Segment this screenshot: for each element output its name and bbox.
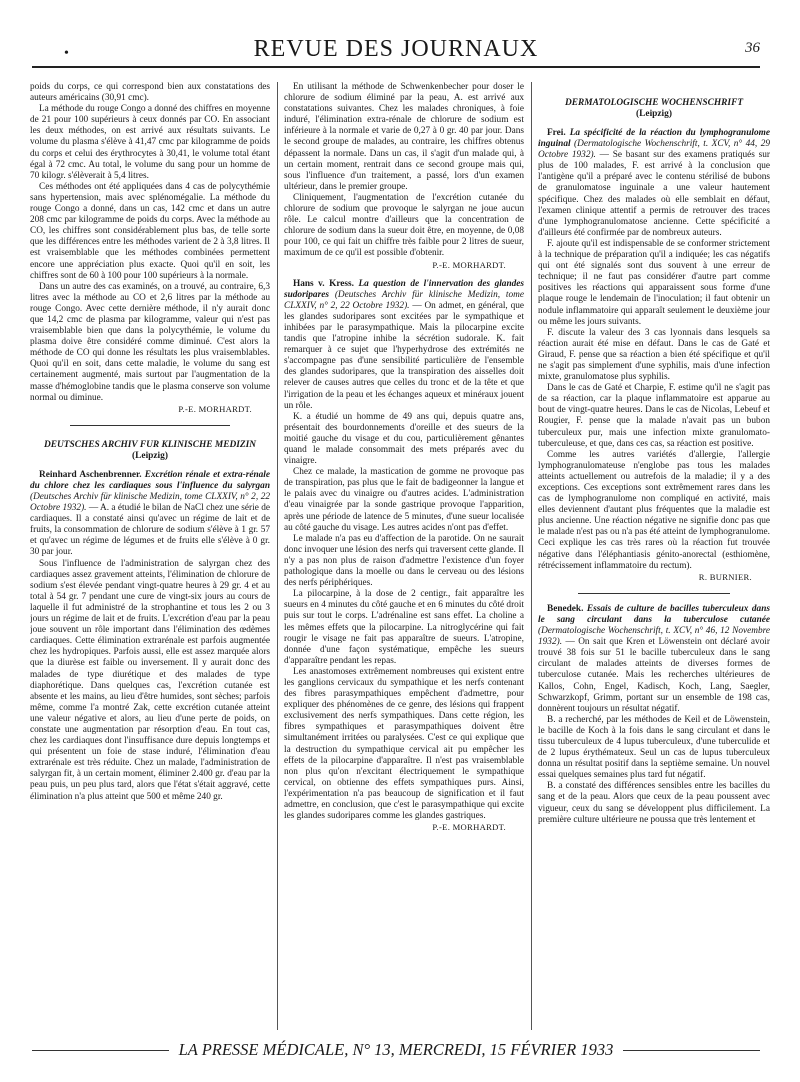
paragraph: Les anastomoses extrêmement nombreuses qui existent entre les ganglions cervicaux du sympathique et les nerfs contenant des fibres parasympathiques empêchent d'admettre, pour expliquer des phénomènes de ce genre, des lésions qui frappent exclusivement des nerfs sympathiques. Dans cette région, les fibres sympathiques et parasympathiques doivent être simultanément irritées ou paralysées. C'est ce qui explique que la destruction du sympathique cervical ait pu empêcher les effets de la pilocarpine d'apparaître. Il n'est pas vraisemblable non plus qu'on n'excitant électriquement le sympathique cervical, on obtienne des effets sympathiques purs. Ainsi, l'expérimentation n'a pas beaucoup de signification et il faut admettre, en conclusion, que c'est le parasympathique qui excite les glandes sudoripares comme les glandes gastriques. xyxy=(284,666,524,822)
article-head xyxy=(538,604,770,715)
paragraph: Ces méthodes ont été appliquées dans 4 cas de polycythémie sans hypertension, mais avec splénomégalie. La méthode du rouge Congo a donné, dans un cas, 142 cmc et dans un autre 208 cmc par kilogramme de poids du corps. Avec la méthode au CO, les chiffres sont considérablement plus bas, de telle sorte que les différences entre les méthodes varient de 2 à 3,8 litres. Il est vraisemblable que les méthodes combinées permettent encore une appréciation plus exacte. Quoi qu'il en soit, les chiffres sont de 60 à 100 pour 100 supérieurs à la normale. xyxy=(30,181,270,281)
article-author: Frei. xyxy=(547,128,566,138)
article-reference: (Dermatologische Wochenschrift, t. XCV, n° 44, 29 Octobre 1932). xyxy=(538,139,770,161)
article-head xyxy=(284,279,524,412)
paragraph: B. a constaté des différences sensibles entre les bacilles du sang et de la peau. Alors que ceux de la peau poussent avec vigueur, ceux du sang se développent plus difficilement. La première culture ultérieure ne poussa que très lentement et xyxy=(538,781,770,825)
paragraph: F. discute la valeur des 3 cas lyonnais dans lesquels sa réaction aurait été mise en défaut. Dans le cas de Gaté et Giraud, F. pense que sa réaction a bien été spécifique et qu'il ne s'agit pas simplement d'une syphilis, mais d'une infection mixte, granulomatose plus syphilis. xyxy=(538,327,770,383)
paragraph: K. a étudié un homme de 49 ans qui, depuis quatre ans, présentait des bourdonnements d'oreille et des sueurs de la moitié gauche du visage et du cou, particulièrement gênantes quand le malade consommait des mets préparés avec du vinaigre. xyxy=(284,411,524,467)
paragraph: F. ajoute qu'il est indispensable de se conformer strictement à la technique de préparation qu'il a indiquée; les cas négatifs qui ont été signalés sont dus souvent à une erreur de technique; il ne faut pas considérer d'autre part comme positives les réactions qui apparaissent sous forme d'une plaque rouge le lendemain de l'inoculation; il faut obtenir un nodule inflammatoire qui apparaît seulement le deuxième jour ou même les jours suivants. xyxy=(538,238,770,327)
separator xyxy=(578,593,730,594)
column-3 xyxy=(538,82,770,1030)
paragraph: B. a recherché, par les méthodes de Keil et de Löwenstein, le bacille de Koch à la fois dans le sang circulant et dans le tissu tuberculeux de 4 lupus tuberculeux, d'une tuberculide et de 2 lupus érythémateux. Seul un cas de lupus tuberculeux donna un résultat positif dans la septième semaine. Un nouvel essai quelques semaines plus tard fut négatif. xyxy=(538,714,770,781)
paragraph: Sous l'influence de l'administration de salyrgan chez des cardiaques assez gravement atteints, l'élimination de chlorure de sodium s'est élevée pendant vingt-quatre heures à 29 gr. 4 et au total à 54 gr. 7 pendant une cure de vingt-six jours au cours de laquelle il fut administré de la strophantine et tous les 2 ou 3 jours un régime de lait et de fruits. L'excrétion d'eau par la peau joue souvent un rôle important dans l'élimination des œdèmes cardiaques. Cette élimination extrarénale est parfois augmentée chez les hydropiques. Parfois aussi, elle est assez marquée alors que la diurèse est faible ou inversement. Il y aurait donc des malades de type diurétique et des malades de type diaphorétique. Dans quelques cas, l'excrétion cutanée est absente et les mains, au lieu d'être humides, sont sèches; parfois même, comme l'a montré Zak, cette excrétion cutanée atteint une valeur négative et alors, au lieu d'une perte de poids, on constate une augmentation par résorption d'eau. En tout cas, chez les cardiaques dont l'insuffisance dure depuis longtemps et qui présentent un foie de stase induré, l'élimination d'eau extrarénale est très réduite. Chez un malade, l'administration de salyrgan fit, à un certain moment, éliminer 2.400 gr. d'eau par la peau puis, un peu plus tard, alors que l'état s'était aggravé, cette élimination n'a plus atteint que 500 et même 240 gr. xyxy=(30,558,270,802)
article-author: Benedek. xyxy=(547,603,584,614)
running-footer xyxy=(32,1040,760,1062)
paragraph: Dans un autre des cas examinés, on a trouvé, au contraire, 6,3 litres avec la méthode au CO et 2,6 litres par la méthode au rouge Congo. Avec cette dernière méthode, il n'y aurait donc que 14,2 cmc de plasma par kilogramme, valeur qui n'est pas vraisemblable bien que dans la polycythémie, le volume du plasma doive être considéré comme diminué. C'est alors la méthode de CO qui donne les résultats les plus vraisemblables. Quoi qu'il en soit, dans cette maladie, le volume du sang est certainement augmenté, mais surtout par l'augmentation de la masse d'hémoglobine tandis que le plasma conserve son volume normal ou diminue. xyxy=(30,281,270,403)
signature: R. BURNIER. xyxy=(698,571,752,582)
running-header xyxy=(32,36,760,64)
paragraph: — Se basant sur des examens pratiqués sur plus de 100 malades, F. est arrivé à la conclusion que l'antigène qu'il a préparé avec le contenu stérilisé de bubons de granulomatose inguinale a une valeur hautement spécifique. Chez des malades où elle semblait en défaut, l'examen clinique attentif a permis de retrouver des traces d'une lymphogranulomatose ancienne. Cette spécificité a d'ailleurs été confirmée par de nombreux auteurs. xyxy=(538,150,770,238)
section-title: DERMATOLOGISCHE WOCHENSCHRIFT xyxy=(564,98,744,108)
section-subtitle: (Leipzig) xyxy=(132,450,168,461)
paragraph: Cliniquement, l'augmentation de l'excrétion cutanée du chlorure de sodium que provoque le salyrgan ne joue aucun rôle. Le calcul montre d'ailleurs que la concentration de chlorure de sodium dans la sueur doit être, en moyenne, de 0,08 pour 100, ce qui fait un chiffre très faible pour 2 litres de sueur, maximum de ce qu'il est possible d'obtenir. xyxy=(284,192,524,259)
paragraph: Dans le cas de Gaté et Charpie, F. estime qu'il ne s'agit pas de sa réaction, car la plaque inflammatoire est apparue au bout de vingt-quatre heures. Dans le cas de Nicolas, Lebeuf et Rougier, F. pense que la malade n'avait pas un bubon tuberculeux pur, mais une infection mixte granulomato-tuberculeuse, et que, dans ces cas, sa réaction est positive. xyxy=(538,383,770,449)
paragraph: poids du corps, ce qui correspond bien aux constatations des auteurs américains (30,91 cmc). xyxy=(30,82,270,104)
article-title: La question de l'innervation des glandes sudoripares xyxy=(284,278,524,300)
section-heading xyxy=(30,440,270,462)
journal-section-title: REVUE DES JOURNAUX xyxy=(253,36,539,62)
header-ornament: • xyxy=(64,46,69,61)
signature: P.-E. MORHARDT. xyxy=(432,259,506,270)
footer-text: LA PRESSE MÉDICALE, N° 13, MERCREDI, 15 FÉVRIER 1933 xyxy=(169,1040,624,1059)
paragraph: La méthode du rouge Congo a donné des chiffres en moyenne de 21 pour 100 supérieurs à ceux donnés par CO. En associant les deux méthodes, on est arrivé aux résultats suivants. Le volume du plasma s'élève à 41,47 cmc par kilogramme de poids du corps et celui des érythrocytes à 30,41, le volume total étant égal à 72 cmc. Au total, le volume du sang pour un homme de 70 kilogr. s'élèverait à 5,4 litres. xyxy=(30,104,270,181)
section-heading xyxy=(538,98,770,120)
article-title: La spécificité de la réaction du lymphogranulome inguinal xyxy=(538,128,770,150)
paragraph: Le malade n'a pas eu d'affection de la parotide. On ne saurait donc invoquer une lésion des nerfs qui traversent cette glande. Il n'y a pas non plus de raison d'admettre l'existence d'un foyer pathologique dans la moelle ou dans le cerveau ou des lésions des nerfs périphériques. xyxy=(284,533,524,589)
article-reference: (Deutsches Archiv für klinische Medizin, tome CLXXIV, n° 2, 22 Octobre 1932). xyxy=(284,289,524,311)
column-2 xyxy=(284,82,524,1030)
separator xyxy=(70,425,230,426)
section-title: DEUTSCHES ARCHIV FUR KLINISCHE MEDIZIN xyxy=(43,439,257,450)
article-reference: (Dermatologische Wochenschrift, t. XCV, n° 46, 12 Novembre 1932). xyxy=(538,626,770,648)
article-head xyxy=(538,128,770,239)
article-author: Hans v. Kress. xyxy=(293,278,354,289)
page-number: 36 xyxy=(745,40,760,56)
paragraph: La pilocarpine, à la dose de 2 centigr., fait apparaître les sueurs en 4 minutes du côté gauche et en 6 minutes du côté droit puis sur tout le corps. L'adrénaline est sans effet. La choline a les mêmes effets que la pilocarpine. La nitroglycérine qui fait rougir le visage ne fait pas apparaître de sueurs. L'atropine, donnée d'une façon systématique, empêche les sueurs d'apparaître pendant les repas. xyxy=(284,589,524,666)
paragraph: En utilisant la méthode de Schwenkenbecher pour doser le chlorure de sodium éliminé par la peau, A. est arrivé aux constatations suivantes. Chez les malades chroniques, à foie induré, l'élimination extra-rénale de chlorure de sodium est inférieure à la normale et varie de 0,27 à 0 gr. 40 par jour. Dans le second groupe de malades, au contraire, les chiffres obtenus dépassent la normale. Dans un cas, il s'agit d'un malade qui, à un certain moment, rentrait dans ce second groupe mais qui, sous l'influence d'un traitement, a passé, lors d'un examen ultérieur, dans le premier groupe. xyxy=(284,82,524,192)
signature: P.-E. MORHARDT. xyxy=(432,822,506,833)
paragraph: — On sait que Kren et Löwenstein ont déclaré avoir trouvé 38 fois sur 51 le bacille tuberculeux dans le sang circulant de malades atteints de diverses formes de tuberculose cutanée. Mais les recherches ultérieures de Kallos, Cohn, Engel, Kadisch, Koch, Lang, Saegler, Schwarzkopf, Grimm, portant sur un ensemble de 198 cas, donnèrent toujours un résultat négatif. xyxy=(538,637,770,714)
header-rule xyxy=(32,66,760,68)
signature: P.-E. MORHARDT. xyxy=(178,403,252,414)
column-divider xyxy=(531,82,532,1030)
article-reference: (Deutsches Archiv für klinische Medizin, tome CLXXIV, n° 2, 22 Octobre 1932). xyxy=(30,492,270,514)
column-1 xyxy=(30,82,270,1030)
article-head xyxy=(30,470,270,559)
paragraph: Comme les autres variétés d'allergie, l'allergie lymphogranulomateuse n'englobe pas tous les malades atteints actuellement ou autrefois de la maladie; il y a des exceptions. Ces exceptions sont extrêmement rares dans les cas de lymphogranulome non compliqué en activité, mais elles deviennent d'autant plus fréquentes que la maladie est plus ancienne. Une réaction négative ne signifie donc pas que le malade n'est pas ou n'a pas été atteint de lymphogranulome. Ceci explique les cas très rares où la réaction fut trouvée négative dans l'éléphantiasis génito-anorectal (esthiomène, rétrécissement inflammatoire du rectum). xyxy=(538,449,770,571)
column-divider xyxy=(277,82,278,1030)
article-title: Essais de culture de bacilles tuberculeux dans le sang circulant dans la tuberculose cutanée xyxy=(538,603,770,625)
article-title: Excrétion rénale et extra-rénale du chlore chez les cardiaques sous l'influence du salyrgan xyxy=(30,469,270,491)
section-subtitle: (Leipzig) xyxy=(636,109,672,119)
paragraph: — On admet, en général, que les glandes sudoripares sont excitées par le sympathique et inhibées par le parasympathique. Mais la pilocarpine excite tandis que l'atropine inhibe la sécrétion sudorale. K. fait remarquer à ce sujet que l'hyperhydrose des extrémités ne s'accompagne pas d'une sensibilité particulière de l'ensemble des glandes sudoripares, que la transpiration des aisselles doit relever de causes autres que celles du tronc et de la tête et que l'irrigation de la peau et les échanges aqueux et minéraux jouent un rôle. xyxy=(284,300,524,411)
paragraph: — A. a étudié le bilan de NaCl chez une série de cardiaques. Il a constaté ainsi qu'avec un régime de lait et de fruits, la consommation de chlorure de sodium s'élève à 1 gr. 57 et qu'avec un régime de légumes et de fruits elle s'élève à 0 gr. 30 par jour. xyxy=(30,503,270,558)
paragraph: Chez ce malade, la mastication de gomme ne provoque pas de transpiration, pas plus que le fait de badigeonner la langue et le palais avec du vinaigre ou d'autres acides. L'administration d'eau vinaigrée par la sonde gastrique provoque l'apparition, après une période de latence de 5 minutes, d'une sueur localisée au côté gauche du visage. Les autres acides n'ont pas d'effet. xyxy=(284,467,524,533)
article-author: Reinhard Aschenbrenner. xyxy=(39,469,142,480)
